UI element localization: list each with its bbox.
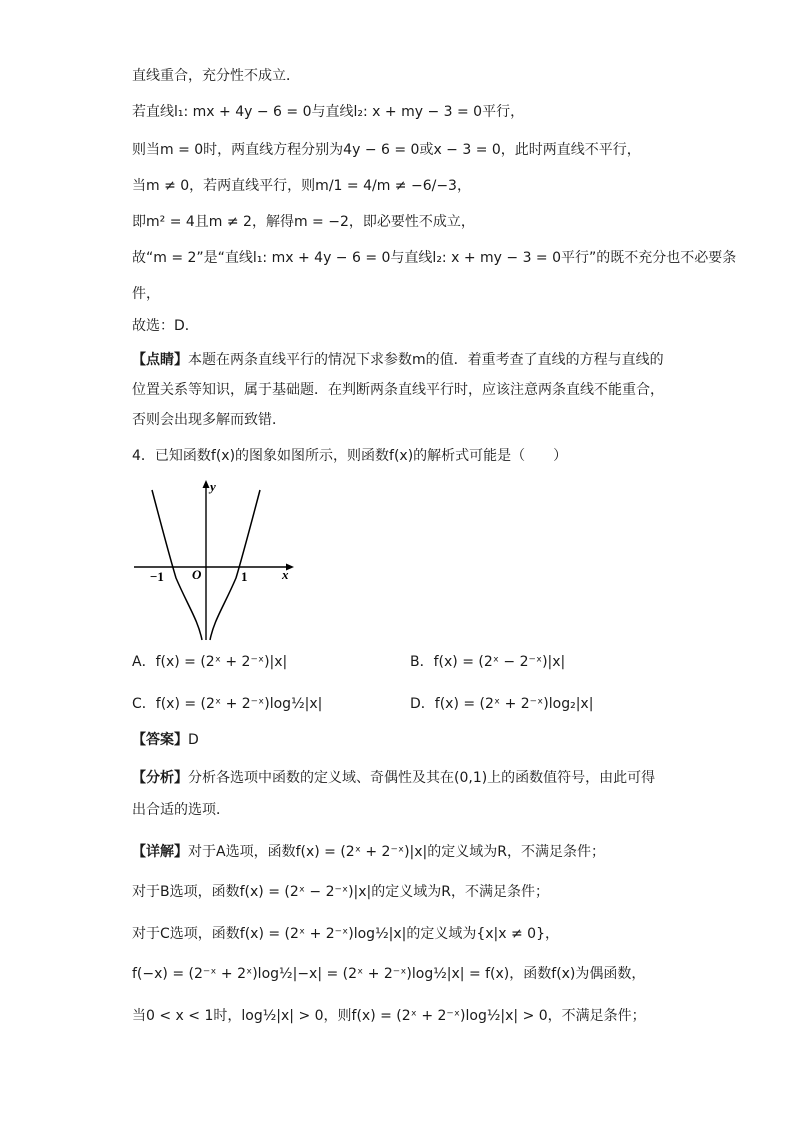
comment-tag: 【点睛】 [132,352,188,368]
answer-value: D [188,732,199,748]
solution-line-3: 则当m = 0时，两直线方程分别为4y − 6 = 0或x − 3 = 0，此时两直线不平行， [132,142,641,158]
solution-line-5: 即m² = 4且m ≠ 2，解得m = −2，即必要性不成立， [132,214,475,230]
origin-label: O [192,567,202,582]
comment-text-1: 本题在两条直线平行的情况下求参数m的值．着重考查了直线的方程与直线的 [188,352,664,368]
option-a: A．f(x) = (2ˣ + 2⁻ˣ)|x| [132,654,288,670]
analysis-line-1 [132,768,655,788]
analysis-text-1: 分析各选项中函数的定义域、奇偶性及其在(0,1)上的函数值符号，由此可得 [188,770,656,786]
option-c: C．f(x) = (2ˣ + 2⁻ˣ)log½|x| [132,696,323,712]
solution-line-8: 故选：D． [132,318,199,334]
analysis-tag: 【分析】 [132,770,188,786]
solution-line-2: 若直线l₁: mx + 4y − 6 = 0与直线l₂: x + my − 3 = 0平行， [132,104,525,120]
x-axis-label: x [282,567,289,582]
answer-line [132,730,199,750]
tick-label-1: 1 [241,569,248,584]
analysis-line-2: 出合适的选项． [132,802,230,818]
solution-line-4: 当m ≠ 0，若两直线平行，则m/1 = 4/m ≠ −6/−3， [132,178,471,194]
detail-tag: 【详解】 [132,844,188,860]
function-graph [132,478,296,642]
comment-line-1 [132,350,664,370]
comment-line-3: 否则会出现多解而致错． [132,412,286,428]
answer-tag: 【答案】 [132,732,188,748]
curve-left-branch [152,490,202,640]
option-b: B．f(x) = (2ˣ − 2⁻ˣ)|x| [410,654,566,670]
tick-label-neg-1: −1 [150,569,164,584]
detail-line-3: 对于C选项，函数f(x) = (2ˣ + 2⁻ˣ)log½|x|的定义域为{x|x ≠ 0}， [132,926,559,942]
detail-line-5: 当0 < x < 1时，log½|x| > 0，则f(x) = (2ˣ + 2⁻ˣ)log½|x| > 0，不满足条件； [132,1008,646,1024]
detail-text-1: 对于A选项，函数f(x) = (2ˣ + 2⁻ˣ)|x|的定义域为R，不满足条件； [188,844,605,860]
question-4-stem: 4．已知函数f(x)的图象如图所示，则函数f(x)的解析式可能是（ ） [132,448,568,464]
comment-line-2: 位置关系等知识，属于基础题．在判断两条直线平行时，应该注意两条直线不能重合， [132,382,664,398]
solution-line-7: 件， [132,286,160,302]
y-axis-arrow [203,480,210,488]
solution-line-1: 直线重合，充分性不成立． [132,68,300,84]
option-d: D．f(x) = (2ˣ + 2⁻ˣ)log₂|x| [410,696,594,712]
detail-line-1 [132,842,605,862]
solution-line-6: 故“m = 2”是“直线l₁: mx + 4y − 6 = 0与直线l₂: x + my − 3 = 0平行”的既不充分也不必要条 [132,250,737,266]
detail-line-2: 对于B选项，函数f(x) = (2ˣ − 2⁻ˣ)|x|的定义域为R，不满足条件； [132,884,550,900]
detail-line-4: f(−x) = (2⁻ˣ + 2ˣ)log½|−x| = (2ˣ + 2⁻ˣ)log½|x| = f(x)，函数f(x)为偶函数， [132,966,646,982]
y-axis-label: y [210,479,216,494]
curve-right-branch [210,490,260,640]
